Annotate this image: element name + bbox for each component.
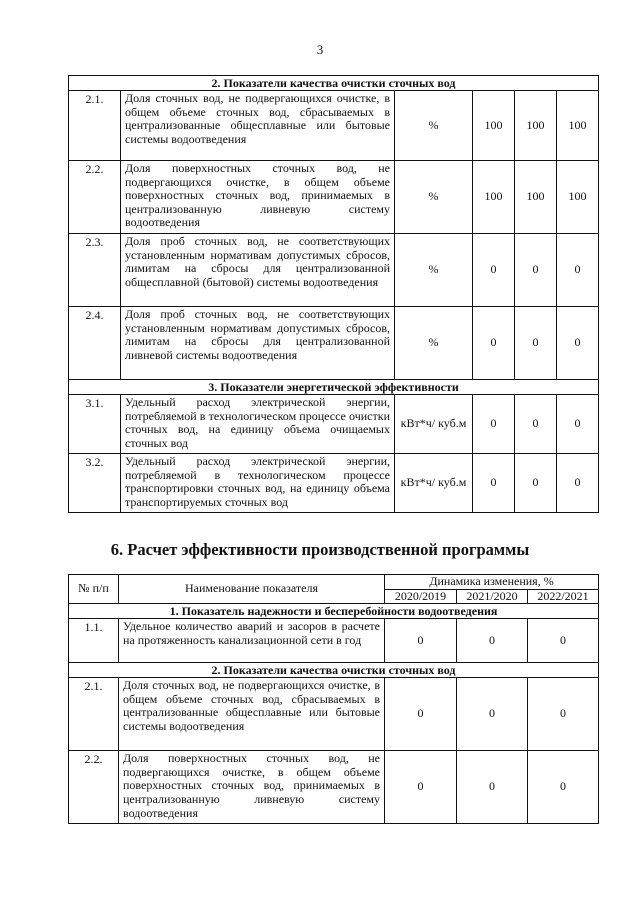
row-number: 2.3. [69, 234, 121, 307]
value: 0 [557, 307, 599, 380]
unit: % [395, 307, 473, 380]
indicator-name: Доля поверхностных сточных вод, не подвергающихся очистке, в общем объеме поверхностных сточных вод, принимаемых в централизованную ливневую систему водоотведения [121, 161, 395, 234]
col-header-dynamics: Динамика изменения, % [385, 575, 599, 590]
section-header-row [69, 604, 599, 619]
table-row [69, 307, 599, 380]
indicator-name: Доля проб сточных вод, не соответствующих установленным нормативам допустимых сбросов, лимитам на сбросы для централизованной ливневой системы водоотведения [121, 307, 395, 380]
value: 0 [557, 234, 599, 307]
value: 0 [473, 307, 515, 380]
value: 0 [385, 751, 457, 824]
row-number: 2.2. [69, 161, 121, 234]
row-number: 2.2. [69, 751, 119, 824]
table-row [69, 751, 599, 824]
value: 0 [528, 678, 599, 751]
indicator-name: Доля сточных вод, не подвергающихся очистке, в общем объеме сточных вод, сбрасываемых в централизованные общесплавные или бытовые системы водоотведения [119, 678, 385, 751]
section-header-row [69, 663, 599, 678]
unit: % [395, 91, 473, 161]
section-header-row [69, 76, 599, 91]
section-header-row [69, 380, 599, 395]
table-row [69, 91, 599, 161]
value: 100 [515, 91, 557, 161]
row-number: 3.1. [69, 395, 121, 454]
section-6-title: 6. Расчет эффективности производственной программы [110, 540, 530, 559]
value: 0 [457, 751, 528, 824]
unit: % [395, 161, 473, 234]
year-header: 2022/2021 [528, 589, 599, 604]
section-title: 2. Показатели качества очистки сточных вод [69, 663, 599, 678]
value: 0 [515, 234, 557, 307]
row-number: 2.1. [69, 678, 119, 751]
indicator-name: Удельное количество аварий и засоров в расчете на протяженность канализационной сети в год [119, 619, 385, 663]
value: 0 [557, 395, 599, 454]
value: 0 [515, 307, 557, 380]
value: 0 [473, 234, 515, 307]
value: 100 [473, 91, 515, 161]
indicator-name: Доля поверхностных сточных вод, не подвергающихся очистке, в общем объеме поверхностных сточных вод, принимаемых в централизованную ливневую систему водоотведения [119, 751, 385, 824]
value: 0 [515, 395, 557, 454]
table-row [69, 161, 599, 234]
value: 100 [473, 161, 515, 234]
value: 0 [528, 751, 599, 824]
row-number: 1.1. [69, 619, 119, 663]
unit: % [395, 234, 473, 307]
table-row [69, 454, 599, 513]
year-header: 2020/2019 [385, 589, 457, 604]
value: 0 [457, 619, 528, 663]
value: 0 [515, 454, 557, 513]
indicator-name: Удельный расход электрической энергии, потребляемой в технологическом процессе транспортировки сточных вод, на единицу объема транспортируемых сточных вод [121, 454, 395, 513]
table-row [69, 234, 599, 307]
indicators-table [68, 75, 599, 513]
table-row [69, 619, 599, 663]
col-header-num: № п/п [69, 575, 119, 604]
row-number: 3.2. [69, 454, 121, 513]
row-number: 2.1. [69, 91, 121, 161]
value: 0 [385, 619, 457, 663]
value: 0 [457, 678, 528, 751]
value: 0 [557, 454, 599, 513]
indicator-name: Доля проб сточных вод, не соответствующих установленным нормативам допустимых сбросов, лимитам на сбросы для централизованной общесплавной (бытовой) системы водоотведения [121, 234, 395, 307]
table-row [69, 678, 599, 751]
value: 0 [473, 395, 515, 454]
unit: кВт*ч/ куб.м [395, 454, 473, 513]
value: 100 [515, 161, 557, 234]
section-title: 1. Показатель надежности и бесперебойности водоотведения [69, 604, 599, 619]
value: 0 [473, 454, 515, 513]
year-header: 2021/2020 [457, 589, 528, 604]
indicator-name: Удельный расход электрической энергии, потребляемой в технологическом процессе очистки сточных вод, на единицу объема очищаемых сточных вод [121, 395, 395, 454]
unit: кВт*ч/ куб.м [395, 395, 473, 454]
efficiency-table [68, 574, 599, 824]
table-row [69, 395, 599, 454]
col-header-name: Наименование показателя [119, 575, 385, 604]
header-row [69, 575, 599, 590]
indicator-name: Доля сточных вод, не подвергающихся очистке, в общем объеме сточных вод, сбрасываемых в централизованные общесплавные или бытовые системы водоотведения [121, 91, 395, 161]
section-title: 2. Показатели качества очистки сточных вод [69, 76, 599, 91]
value: 100 [557, 91, 599, 161]
row-number: 2.4. [69, 307, 121, 380]
value: 0 [528, 619, 599, 663]
value: 0 [385, 678, 457, 751]
page-number: 3 [316, 42, 324, 57]
section-title: 3. Показатели энергетической эффективности [69, 380, 599, 395]
value: 100 [557, 161, 599, 234]
